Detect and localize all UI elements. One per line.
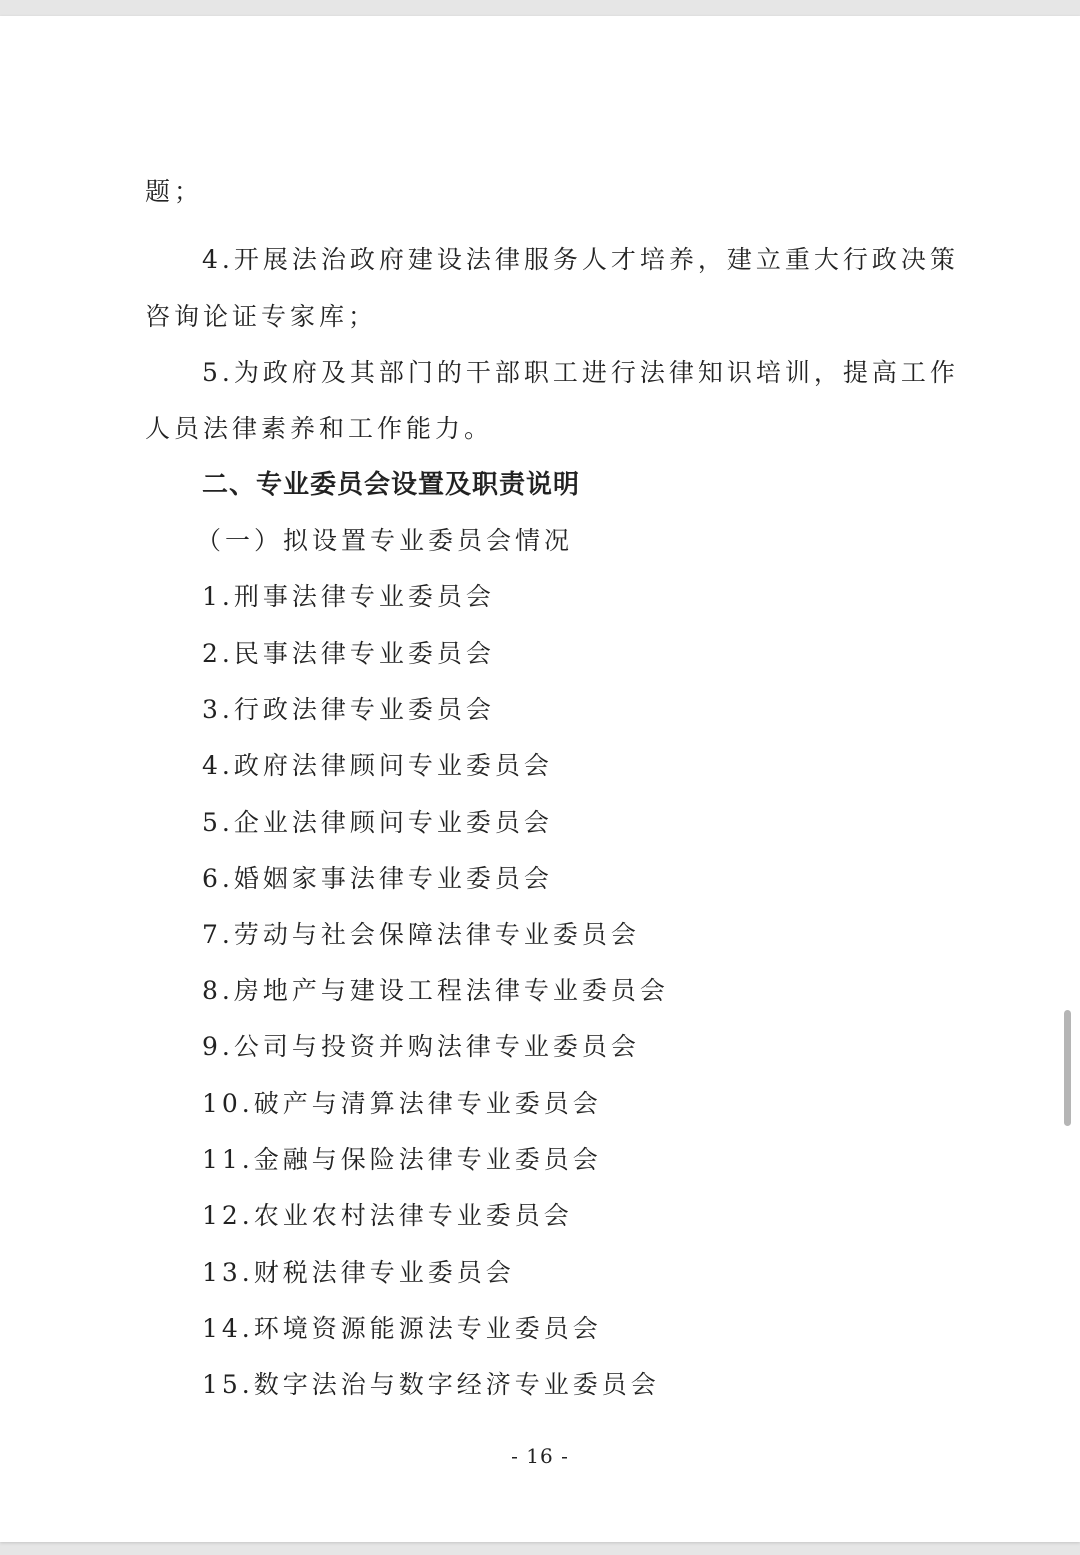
- list-item: 6.婚姻家事法律专业委员会: [202, 864, 553, 893]
- list-item: 5.企业法律顾问专业委员会: [202, 808, 553, 837]
- text-line: 题；: [145, 177, 204, 206]
- section-heading: 二、专业委员会设置及职责说明: [202, 470, 581, 500]
- text-line: 5.为政府及其部门的干部职工进行法律知识培训，提高工作: [202, 358, 959, 387]
- list-item: 11.金融与保险法律专业委员会: [202, 1145, 602, 1174]
- text-line: 咨询论证专家库；: [145, 302, 378, 331]
- document-page: [0, 16, 1080, 1542]
- list-item: 15.数字法治与数字经济专业委员会: [202, 1370, 660, 1399]
- list-item: 9.公司与投资并购法律专业委员会: [202, 1032, 640, 1061]
- scrollbar-thumb[interactable]: [1064, 1010, 1071, 1126]
- list-item: 8.房地产与建设工程法律专业委员会: [202, 976, 669, 1005]
- list-item: 14.环境资源能源法专业委员会: [202, 1314, 602, 1343]
- text-line: 4.开展法治政府建设法律服务人才培养，建立重大行政决策: [202, 245, 959, 274]
- page-number: - 16 -: [511, 1444, 569, 1468]
- list-item: 12.农业农村法律专业委员会: [202, 1201, 573, 1230]
- list-item: 7.劳动与社会保障法律专业委员会: [202, 920, 640, 949]
- list-item: 13.财税法律专业委员会: [202, 1258, 515, 1287]
- text-line: 人员法律素养和工作能力。: [145, 414, 494, 443]
- list-item: 10.破产与清算法律专业委员会: [202, 1089, 602, 1118]
- list-item: 2.民事法律专业委员会: [202, 639, 495, 668]
- list-item: 4.政府法律顾问专业委员会: [202, 751, 553, 780]
- list-item: 3.行政法律专业委员会: [202, 695, 495, 724]
- subsection-heading: （一）拟设置专业委员会情况: [196, 526, 574, 555]
- list-item: 1.刑事法律专业委员会: [202, 582, 495, 611]
